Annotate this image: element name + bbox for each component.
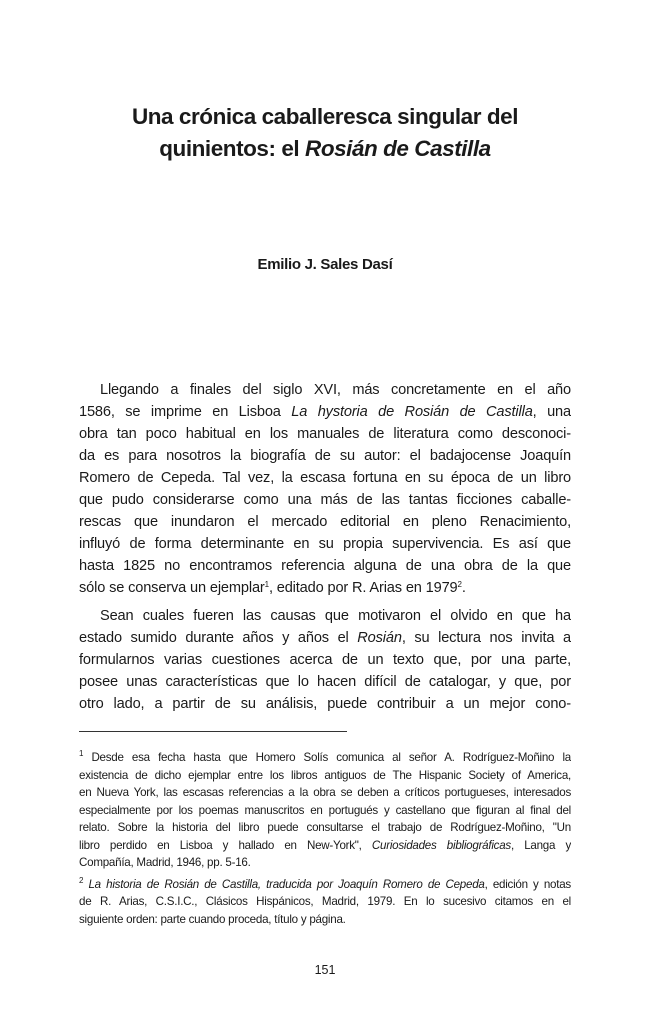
title-line-1: Una crónica caballeresca singular del [131, 104, 519, 129]
paragraph-1-line: hasta 1825 no encontramos referencia alguna de una obra de la que [79, 558, 571, 574]
paragraph-2-line: otro lado, a partir de su análisis, puede contribuir a un mejor cono- [79, 696, 571, 712]
paragraph-1-line: da es para nosotros la biografía de su autor: el badajocense Joaquín [79, 448, 571, 464]
paragraph-1-line: obra tan poco habitual en los manuales de literatura como desconoci- [79, 426, 571, 442]
footnote-2-line: $^2$ La historia de Rosián de Castilla, traducida por Joaquín Romero de Cepeda, edición y notas [79, 875, 571, 891]
footnote-1-line: relato. Sobre la historia del libro puede consultarse el trabajo de Rodríguez-Moñino, "Un [79, 821, 571, 834]
footnote-1-line: existencia de dicho ejemplar entre los libros antiguos de The Hispanic Society of America, [79, 768, 571, 782]
title-line-2-prefix: quinientos: el [159, 136, 306, 161]
footnote-2-line: de R. Arias, C.S.I.C., Clásicos Hispánicos, Madrid, 1979. En lo sucesivo citamos en el [79, 895, 571, 908]
footnote-ref-1[interactable]: 1 [264, 580, 269, 589]
footnote-1-mark: 1 [79, 749, 84, 758]
footnote-1-line: en Nueva York, las escasas referencias a la obra se deben a críticos portugueses, interesados [79, 786, 571, 799]
paragraph-2-line: estado sumido durante años y años el Rosián, su lectura nos invita a [79, 630, 571, 646]
paragraph-1-line: rescas que inundaron el mercado editorial en pleno Renacimiento, [79, 514, 571, 530]
footnote-separator [79, 731, 347, 732]
paragraph-2-line: posee unas características que lo hacen difícil de catalogar, y que, por [79, 674, 571, 690]
paragraph-1-line: sólo se conserva un ejemplar$^1$, editado por R. Arias en 1979$^2$. [79, 580, 466, 596]
title-line-2 [60, 133, 590, 165]
paragraph-2-line: Sean cuales fueren las causas que motivaron el olvido en que ha [100, 608, 571, 624]
paragraph-1-line: influyó de forma determinante en su propia supervivencia. Es así que [79, 536, 571, 552]
title-work-name: Rosián de Castilla [305, 136, 491, 161]
work-title-italic: Rosián [357, 630, 402, 646]
footnote-ref-2[interactable]: 2 [457, 580, 462, 589]
footnotes [79, 749, 571, 928]
footnote-1-line: especialmente por los poemas manuscritos en portugués y castellano que figuran al final del [79, 803, 571, 817]
paragraph-1-line: que pudo considerarse como una más de las tantas ficciones caballe- [79, 492, 571, 508]
footnote-2-line: siguiente orden: parte cuando proceda, título y página. [79, 912, 346, 926]
page-number: 151 [314, 963, 336, 977]
paragraph-1-line: Llegando a finales del siglo XVI, más concretamente en el año [100, 382, 571, 398]
footnote-1-line: Compañía, Madrid, 1946, pp. 5-16. [79, 856, 251, 869]
author-name: Emilio J. Sales Dasí [257, 256, 393, 273]
footnote-2-mark: 2 [79, 875, 84, 885]
body-text [79, 379, 571, 715]
paragraph-2-line: formularnos varias cuestiones acerca de un texto que, por una parte, [79, 652, 571, 668]
footnote-1-line: $^1$ Desde esa fecha hasta que Homero Solís comunica al señor A. Rodríguez-Moñino la [79, 749, 571, 764]
paragraph-1-line: Romero de Cepeda. Tal vez, la escasa fortuna en su época de un libro [79, 470, 571, 486]
paragraph-1-line: 1586, se imprime en Lisboa La hystoria de Rosián de Castilla, una [79, 404, 571, 420]
article-title [60, 101, 590, 165]
work-title-italic: La hystoria de Rosián de Castilla [291, 404, 533, 420]
footnote-1-line: libro perdido en Lisboa y hallado en New-York", Curiosidades bibliográficas, Langa y [79, 838, 571, 852]
